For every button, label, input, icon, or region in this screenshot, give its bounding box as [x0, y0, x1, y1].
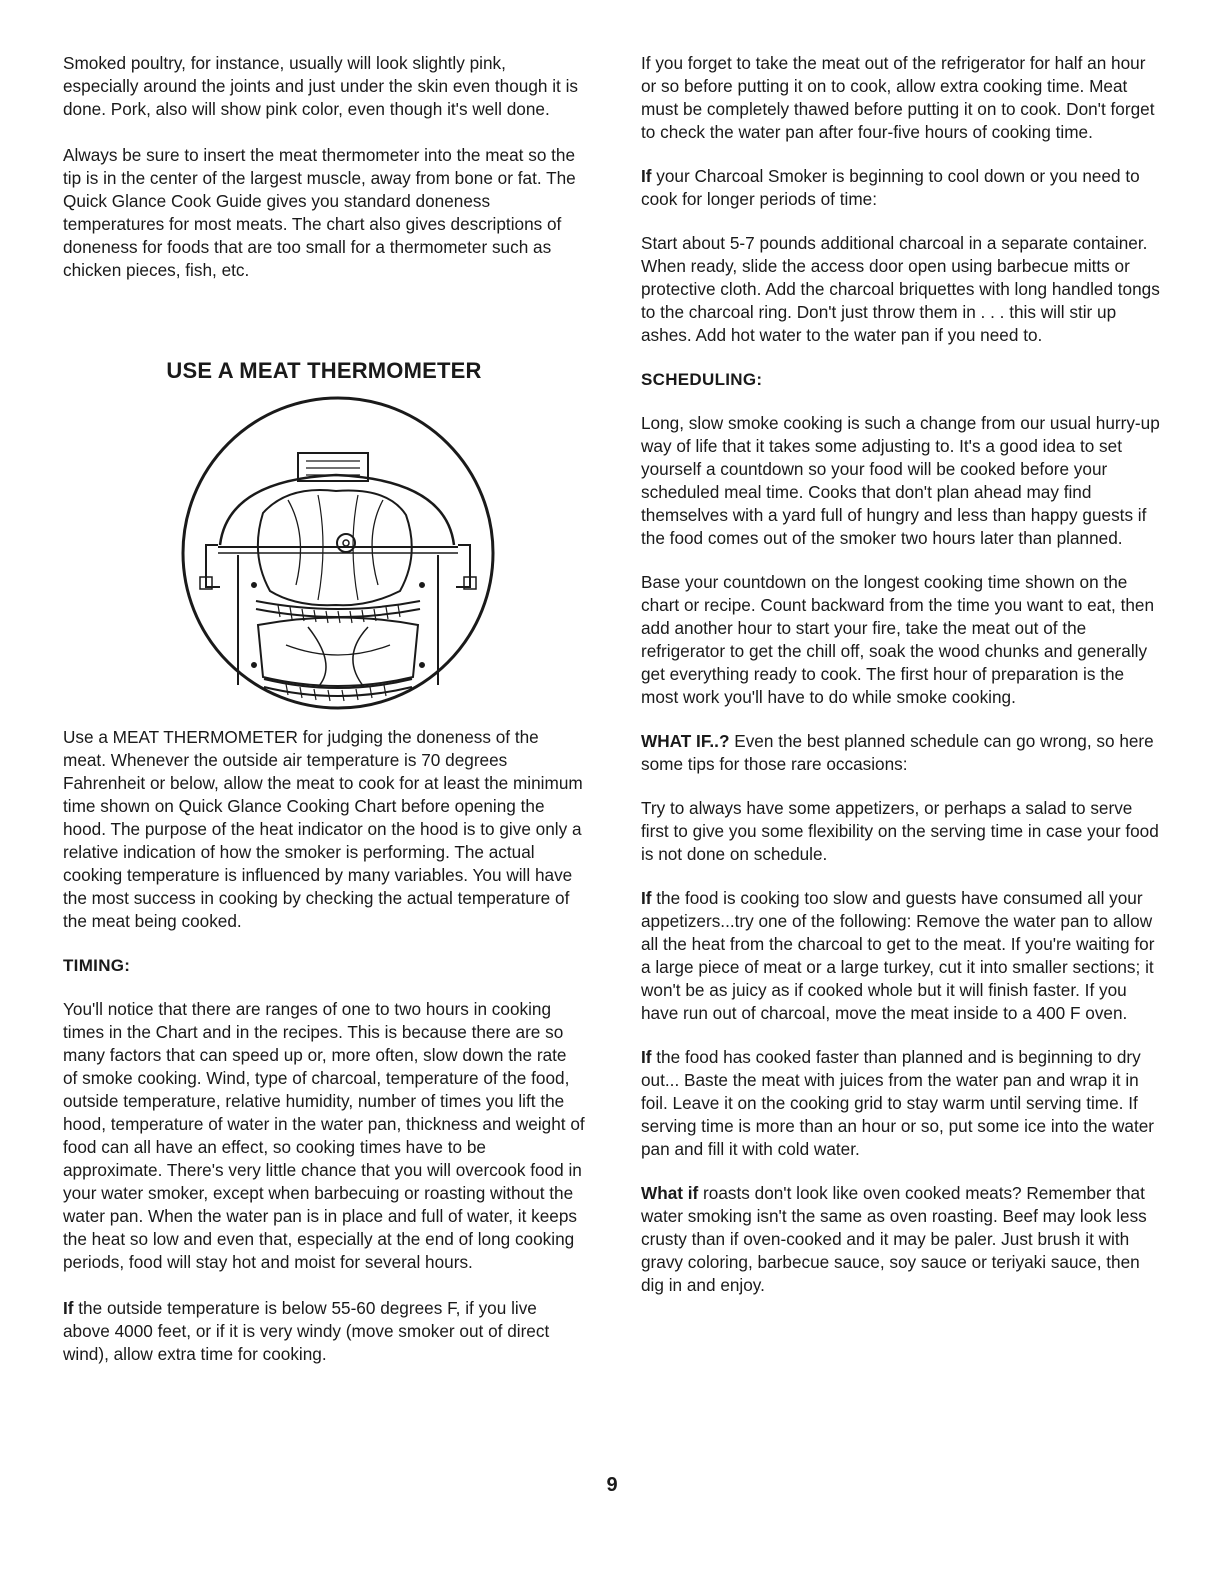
lead-if: If	[641, 888, 652, 908]
paragraph-roasts-text: roasts don't look like oven cooked meats? Remember that water smoking isn't the same as oven roasting. Beef may look less crusty than if oven-cooked and it may be paler. Just brush it with gravy coloring, barbecue sauce, soy sauce or teriyaki sauce, then dig in and enjoy.	[641, 1183, 1147, 1295]
page-number: 9	[606, 1474, 618, 1496]
paragraph-use-thermometer: Use a MEAT THERMOMETER for judging the doneness of the meat. Whenever the outside air temperature is 70 degrees Fahrenheit or below, allow the meat to cook for at least the minimum time shown on Quick Glance Cooking Chart before opening the hood. The purpose of the heat indicator on the hood is to give only a relative indication of how the smoker is performing. The actual cooking temperature is influenced by many variables. You will have the most success in cooking by checking the actual temperature of the meat being cooked.	[63, 727, 583, 931]
heading-timing: TIMING:	[63, 956, 131, 975]
right-column	[641, 52, 1163, 1297]
paragraph-what-if	[641, 730, 1163, 776]
lead-what-if-roasts: What if	[641, 1183, 699, 1203]
paragraph-additional-charcoal: Start about 5-7 pounds additional charcoal in a separate container. When ready, slide the access door open using barbecue mitts or protective cloth. Add the charcoal briquettes with long handled tongs to the charcoal ring. Don't just throw them in . . . this will stir up ashes. Add hot water to the water pan if you need to.	[641, 233, 1160, 345]
paragraph-timing-ranges: You'll notice that there are ranges of one to two hours in cooking times in the Chart and in the recipes. This is because there are so many factors that can speed up or, more often, slow down the rate of smoke cooking. Wind, type of charcoal, temperature of the food, outside temperature, relative humidity, number of times you lift the hood, temperature of water in the water pan, thickness and weight of food can all have an effect, so cooking times have to be approximate. There's very little chance that you will overcook food in your water smoker, except when barbecuing or roasting without the water pan. When the water pan is in place and full of water, it keeps the heat so low and even that, especially at the end of long cooking periods, food will stay hot and moist for several hours.	[63, 999, 585, 1272]
paragraph-outside-temperature	[63, 1297, 585, 1366]
section-title-meat-thermometer: USE A MEAT THERMOMETER	[166, 358, 482, 383]
paragraph-what-if-text: Even the best planned schedule can go wrong, so here some tips for those rare occasions:	[641, 731, 1154, 774]
paragraph-cool-down-text: your Charcoal Smoker is beginning to cool down or you need to cook for longer periods of time:	[641, 166, 1140, 209]
left-column-lower	[63, 726, 585, 1366]
smoker-illustration	[168, 395, 508, 715]
paragraph-appetizers: Try to always have some appetizers, or perhaps a salad to serve first to give you some flexibility on the serving time in case your food is not done on schedule.	[641, 798, 1159, 864]
lead-if: If	[641, 1047, 652, 1067]
paragraph-cool-down	[641, 165, 1163, 211]
paragraph-slow-cooking: Long, slow smoke cooking is such a change from our usual hurry-up way of life that it takes some adjusting to. It's a good idea to set yourself a countdown so your food will be cooked before your scheduled meal time. Cooks that don't plan ahead may find themselves with a yard full of hungry and less than happy guests if the food comes out of the smoker two hours later than planned.	[641, 413, 1160, 548]
paragraph-roasts	[641, 1182, 1163, 1297]
paragraph-poultry-pink: Smoked poultry, for instance, usually will look slightly pink, especially around the joints and just under the skin even though it is done. Pork, also will show pink color, even though it's well done.	[63, 53, 578, 119]
paragraph-cooking-slow	[641, 887, 1163, 1025]
heading-scheduling: SCHEDULING:	[641, 370, 763, 389]
paragraph-outside-temperature-text: the outside temperature is below 55-60 degrees F, if you live above 4000 feet, or if it is very windy (move smoker out of direct wind), allow extra time for cooking.	[63, 1298, 550, 1364]
paragraph-cooked-faster	[641, 1046, 1163, 1161]
paragraph-countdown: Base your countdown on the longest cooking time shown on the chart or recipe. Count backward from the time you want to eat, then add another hour to start your fire, take the meat out of the refrigerator to get the chill off, soak the wood chunks and generally get everything ready to cook. The first hour of preparation is the most work you'll have to do while smoke cooking.	[641, 572, 1155, 707]
paragraph-insert-thermometer: Always be sure to insert the meat thermometer into the meat so the tip is in the center of the largest muscle, away from bone or fat. The Quick Glance Cook Guide gives you standard doneness temperatures for most meats. The chart also gives descriptions of doneness for foods that are too small for a thermometer such as chicken pieces, fish, etc.	[63, 145, 576, 280]
paragraph-forget-refrigerator: If you forget to take the meat out of the refrigerator for half an hour or so before putting it on to cook, allow extra cooking time. Meat must be completely thawed before putting it on to cook. Don't forget to check the water pan after four-five hours of cooking time.	[641, 53, 1155, 142]
lead-if: If	[63, 1298, 74, 1318]
paragraph-cooking-slow-text: the food is cooking too slow and guests have consumed all your appetizers...try one of the following: Remove the water pan to allow all the heat from the charcoal to get to the meat. If you're waiting for a large piece of meat or a large turkey, cut it into smaller sections; it won't be as juicy as if cooked whole but it will finish faster. If you have run out of charcoal, move the meat inside to a 400 F oven.	[641, 888, 1155, 1023]
paragraph-cooked-faster-text: the food has cooked faster than planned and is beginning to dry out... Baste the meat with juices from the water pan and wrap it in foil. Leave it on the cooking grid to stay warm until serving time. If serving time is more than an hour or so, put some ice into the water pan and fill it with cold water.	[641, 1047, 1155, 1159]
lead-what-if: WHAT IF..?	[641, 731, 730, 751]
left-column-upper	[63, 52, 585, 282]
lead-if: If	[641, 166, 652, 186]
